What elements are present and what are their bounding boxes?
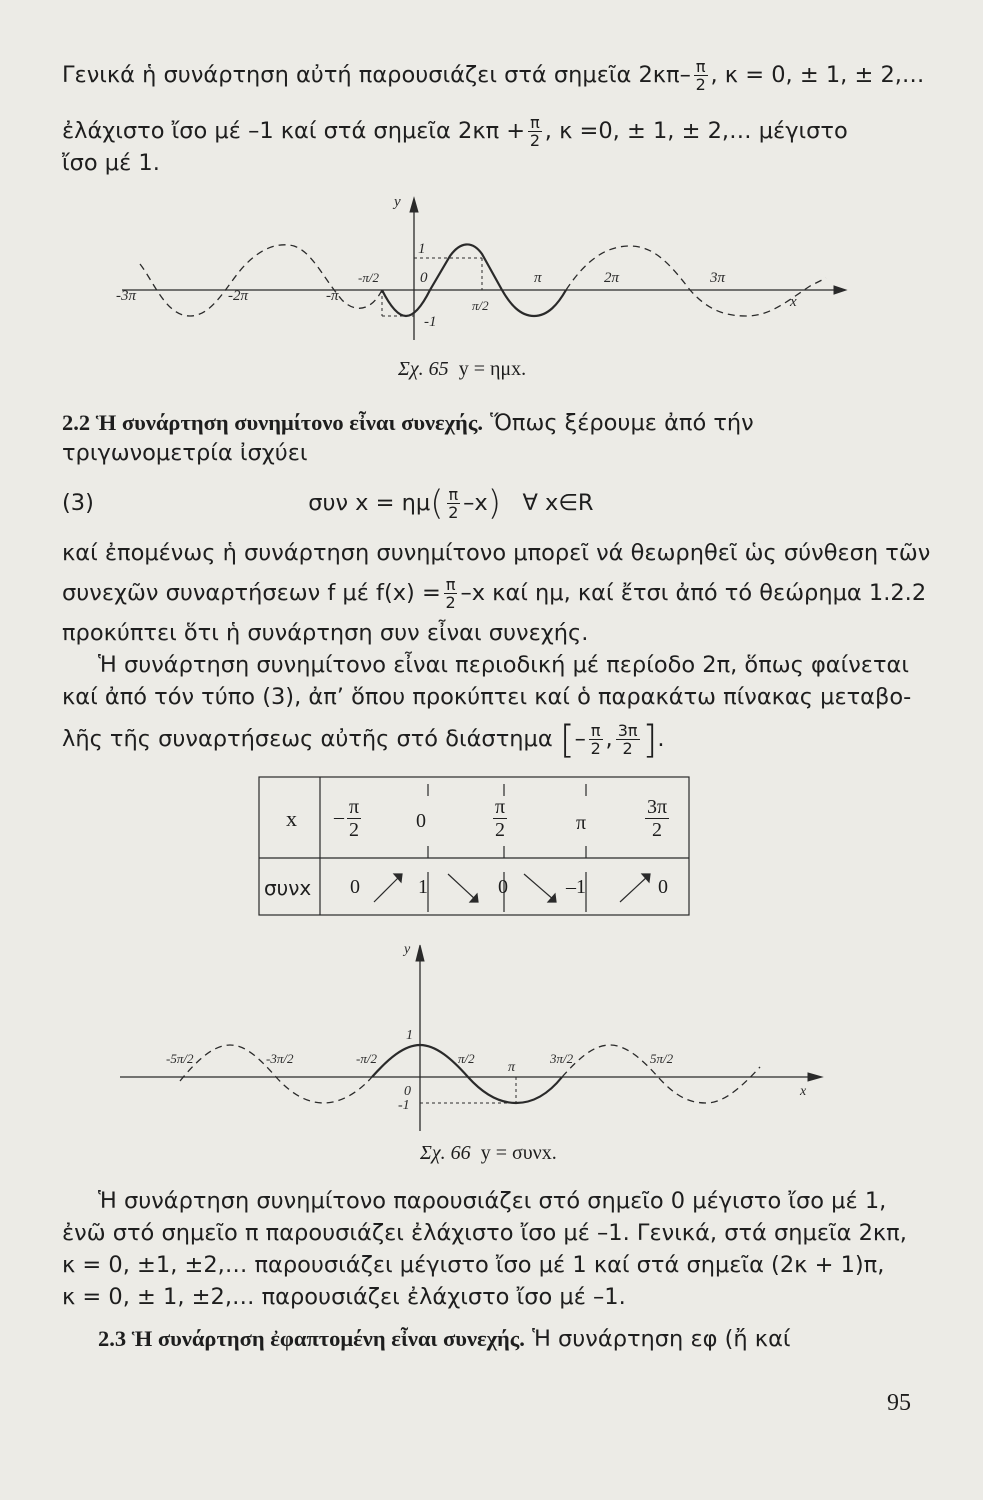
arrow-down-2 (524, 874, 554, 900)
arrow-down-1 (448, 874, 476, 900)
para3-line3: κ = 0, ±1, ±2,… παρουσιάζει μέγιστο ἴσο μέ 1 καί στά σημεῖα (2κ + 1)π, (62, 1252, 885, 1278)
tick-label-pi: π (534, 270, 542, 286)
table-x-zero: 0 (416, 810, 426, 832)
tick-label-3pi: 3π (710, 270, 726, 286)
table-value-1: 0 (350, 876, 360, 898)
table-x-pi: π (576, 812, 587, 834)
arrow-up-2 (620, 876, 648, 902)
tick-label-pi: π (508, 1060, 516, 1075)
sec22-line7: καί ἀπό τόν τύπο (3), ἀπ’ ὅπου προκύπτει καί ὁ παρακάτω πίνακας μεταβο- (62, 684, 912, 710)
x-axis-arrow (808, 1073, 822, 1081)
table-value-4: –1 (566, 876, 586, 898)
table-value-5: 0 (658, 876, 668, 898)
para1-line3: ἴσο μέ 1. (62, 150, 160, 176)
tick-label-m3pi: -3π (116, 288, 137, 304)
sec22-line5: προκύπτει ὅτι ἡ συνάρτηση συν εἶναι συνεχής. (62, 620, 589, 646)
section-2-2-heading: 2.2 Ἡ συνάρτηση συνημίτονο εἶναι συνεχής. (62, 410, 483, 435)
fig65-x-label: x (790, 294, 797, 310)
sec22-line4: συνεχῶν συναρτήσεων f μέ f(x) = $\frac{\pi}{2}$ –x καί ημ, καί ἔτσι ἀπό τό θεώρημα 1.2.2 (62, 575, 927, 612)
sec23-line1: 2.3 Ἡ συνάρτηση ἐφαπτομένη εἶναι συνεχής. Ἡ συνάρτηση εφ (ἤ καί (98, 1326, 791, 1352)
para1-line1: Γενικά ἡ συνάρτηση αὐτή παρουσιάζει στά σημεῖα 2κπ– $\frac{\pi}{2}$ , κ = 0, ± 1, ± 2,… (62, 57, 925, 94)
fig65-one-label: 1 (418, 241, 426, 257)
table-head-cos: συνx (264, 876, 312, 900)
table-x-3pi2: $\frac{3\pi}{2}$ (647, 796, 668, 841)
table-head-x: x (286, 806, 297, 831)
fig65-zero-label: 0 (420, 270, 428, 286)
tick-label-mpi2: -π/2 (356, 1051, 377, 1066)
tick-label-pi2: π/2 (472, 298, 489, 313)
page-number: 95 (887, 1390, 911, 1416)
para3-line1: Ἡ συνάρτηση συνημίτονο παρουσιάζει στό σημεῖο 0 μέγιστο ἴσο μέ 1, (98, 1188, 887, 1214)
table-x-mpi2: – $\frac{\pi}{2}$ (334, 796, 360, 841)
table-value-3: 0 (498, 876, 508, 898)
fig66-x-label: x (800, 1084, 807, 1099)
arrow-up-1 (374, 876, 400, 902)
table-value-2: 1 (418, 876, 428, 898)
fig65-minus-one-label: -1 (424, 314, 437, 330)
sec22-line1: 2.2 Ἡ συνάρτηση συνημίτονο εἶναι συνεχής. Ὅπως ξέρουμε ἀπό τήν (62, 410, 754, 436)
y-axis-arrow (410, 198, 418, 212)
figure-66-caption: Σχ. 66 y = συνx. (420, 1142, 557, 1164)
fig66-y-label: y (404, 942, 411, 957)
figure-65-sine-graph (110, 190, 850, 350)
table-x-pi2: $\frac{\pi}{2}$ (495, 796, 506, 841)
tick-label-m3pi2: -3π/2 (266, 1051, 294, 1066)
tick-label-5pi2: 5π/2 (650, 1051, 674, 1066)
section-2-3-heading: 2.3 Ἡ συνάρτηση ἐφαπτομένη εἶναι συνεχής. (98, 1326, 525, 1351)
y-axis-arrow (416, 945, 424, 961)
table-border (259, 777, 689, 915)
para1-line2: ἐλάχιστο ἴσο μέ –1 καί στά σημεῖα 2κπ + $\frac{\pi}{2}$ , κ =0, ± 1, ± 2,… μέγιστο (62, 113, 848, 150)
tick-label-m2pi: -2π (228, 288, 249, 304)
fig65-y-label: y (394, 194, 401, 210)
figure-66-cosine-graph (110, 935, 850, 1135)
tick-label-3pi2: 3π/2 (550, 1051, 574, 1066)
equation-3: (3) συν x = ημ( $\frac{\pi}{2}$ –x) ∀ x∈R (62, 483, 594, 524)
x-axis-arrow (834, 286, 846, 294)
fig66-one-label: 1 (406, 1028, 413, 1043)
sec22-line6: Ἡ συνάρτηση συνημίτονο εἶναι περιοδική μέ περίοδο 2π, ὅπως φαίνεται (98, 652, 909, 678)
figure-65-caption: Σχ. 65 y = ημx. (398, 358, 527, 380)
sec22-line8: λῆς τῆς συναρτήσεως αὐτῆς στό διάστημα [– $\frac{\pi}{2}$ , $\frac{3\pi}{2}$ ]. (62, 717, 665, 762)
tick-label-pi2: π/2 (458, 1051, 475, 1066)
para3-line4: κ = 0, ± 1, ±2,… παρουσιάζει ἐλάχιστο ἴσο μέ –1. (62, 1284, 626, 1310)
sec22-line3: καί ἐπομένως ἡ συνάρτηση συνημίτονο μπορεῖ νά θεωρηθεῖ ὡς σύνθεση τῶν (62, 540, 931, 566)
fig66-zero-label: 0 (404, 1084, 411, 1099)
fig66-minus-one-label: -1 (398, 1098, 410, 1113)
tick-label-mpi2: -π/2 (358, 270, 379, 285)
tick-label-2pi: 2π (604, 270, 620, 286)
variation-table (258, 776, 690, 916)
tick-label-m5pi2: -5π/2 (166, 1051, 194, 1066)
tick-label-mpi: -π (326, 288, 339, 304)
para3-line2: ἐνῶ στό σημεῖο π παρουσιάζει ἐλάχιστο ἴσο μέ –1. Γενικά, στά σημεῖα 2κπ, (62, 1220, 907, 1246)
sec22-line2: τριγωνομετρία ἰσχύει (62, 440, 308, 466)
